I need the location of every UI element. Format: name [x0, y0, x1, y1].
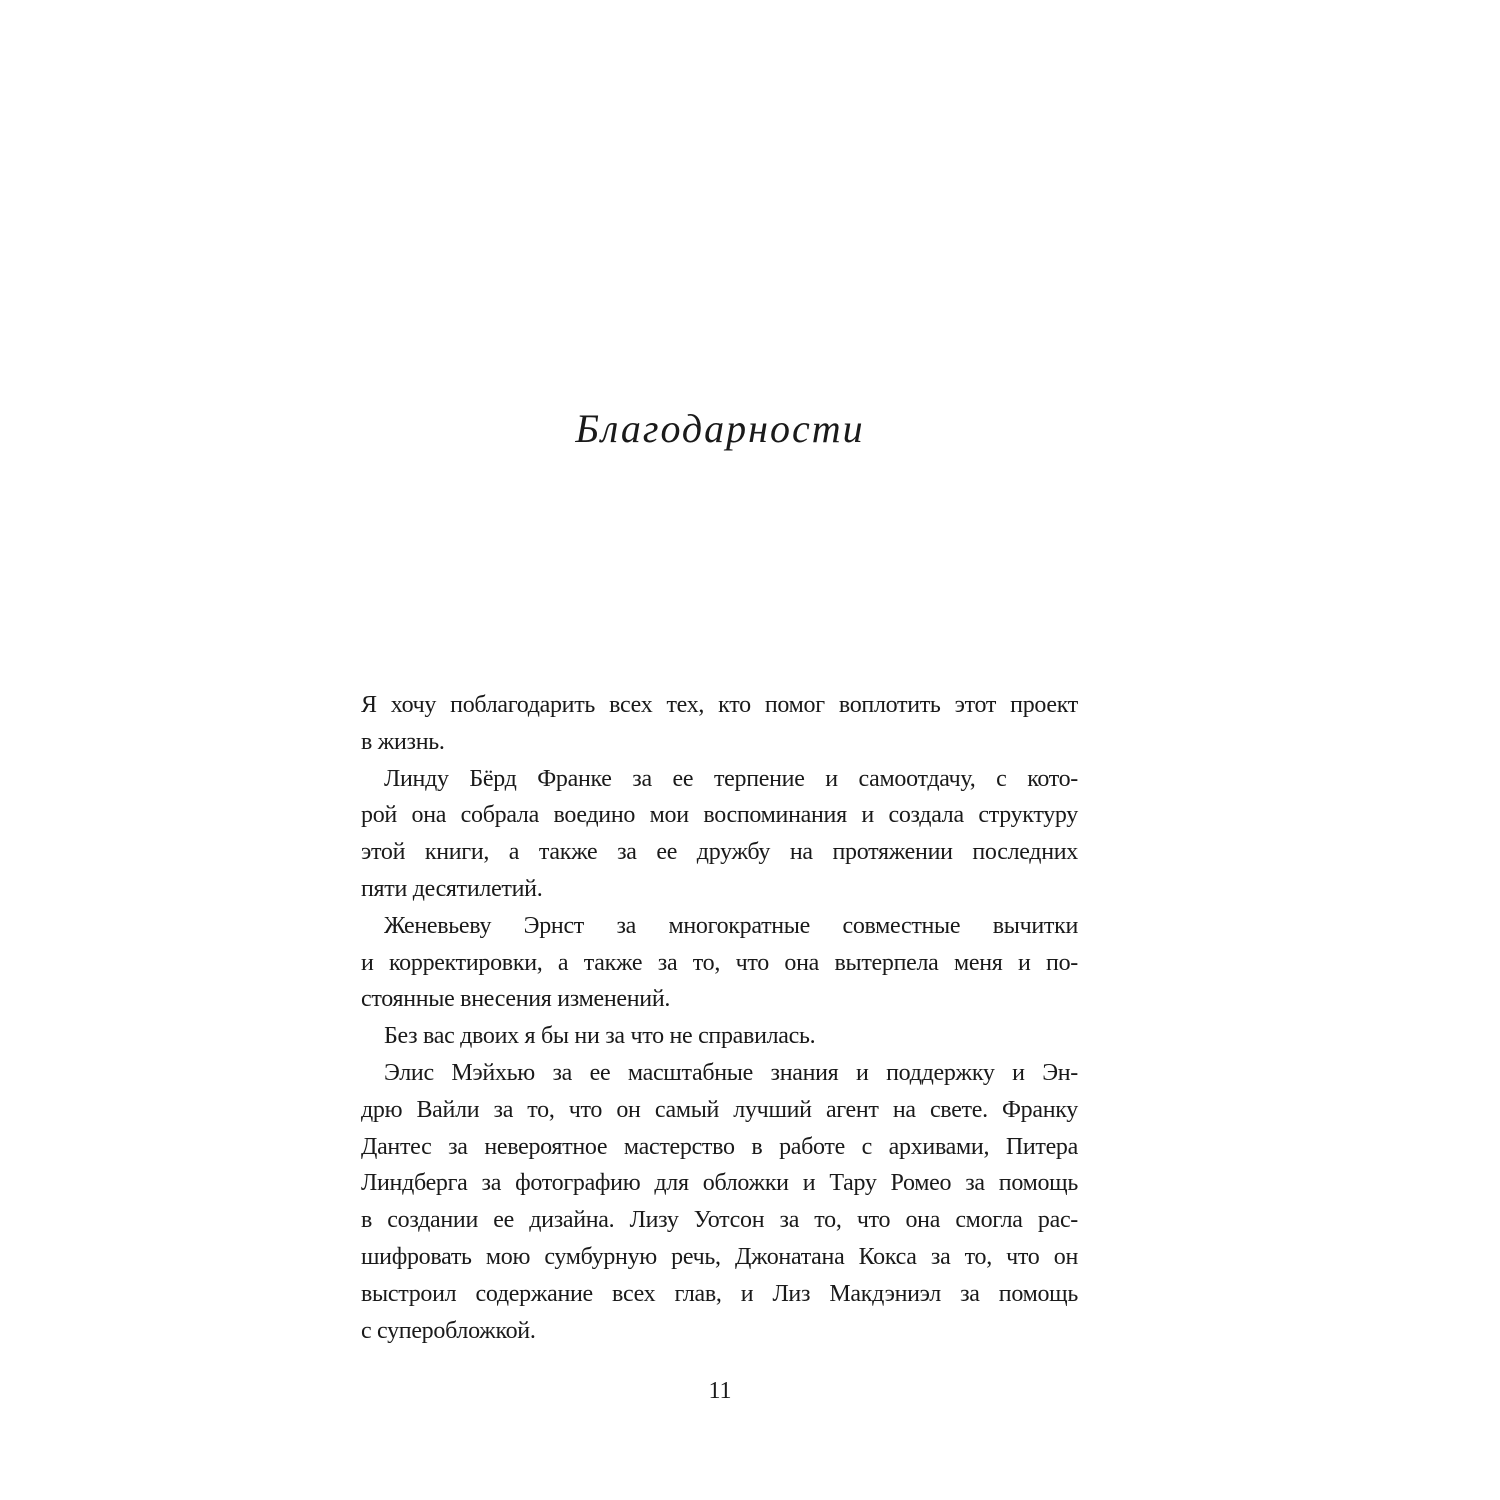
text-line: рой она собрала воедино мои воспоминания и создала структуру: [361, 802, 1078, 829]
text-line: с суперобложкой.: [361, 1317, 536, 1344]
page-number: 11: [708, 1378, 732, 1404]
text-line: Линдберга за фотографию для обложки и Тару Ромео за помощь: [361, 1170, 1078, 1197]
text-line: выстроил содержание всех глав, и Лиз Макдэниэл за помощь: [361, 1280, 1078, 1307]
text-line: Элис Мэйхью за ее масштабные знания и поддержку и Эн-: [384, 1059, 1078, 1086]
text-line: и корректировки, а также за то, что она вытерпела меня и по-: [361, 949, 1078, 976]
text-line: дрю Вайли за то, что он самый лучший агент на свете. Франку: [361, 1096, 1078, 1123]
text-line: Линду Бёрд Франке за ее терпение и самоотдачу, с кото-: [384, 765, 1078, 792]
acknowledgements-text: [361, 687, 1078, 1349]
text-line: Женевьеву Эрнст за многократные совместные вычитки: [384, 912, 1078, 939]
text-line: Без вас двоих я бы ни за что не справилась.: [384, 1023, 816, 1050]
text-line: в жизнь.: [361, 728, 445, 755]
text-line: этой книги, а также за ее дружбу на протяжении последних: [361, 839, 1078, 866]
text-line: в создании ее дизайна. Лизу Уотсон за то, что она смогла рас-: [361, 1207, 1078, 1234]
text-line: стоянные внесения изменений.: [361, 986, 671, 1013]
chapter-title: Благодарности: [575, 406, 865, 451]
text-line: Я хочу поблагодарить всех тех, кто помог воплотить этот проект: [361, 692, 1078, 718]
text-line: Дантес за невероятное мастерство в работе с архивами, Питера: [361, 1133, 1078, 1160]
text-line: пяти десятилетий.: [361, 875, 543, 902]
text-line: шифровать мою сумбурную речь, Джонатана Кокса за то, что он: [361, 1243, 1078, 1270]
